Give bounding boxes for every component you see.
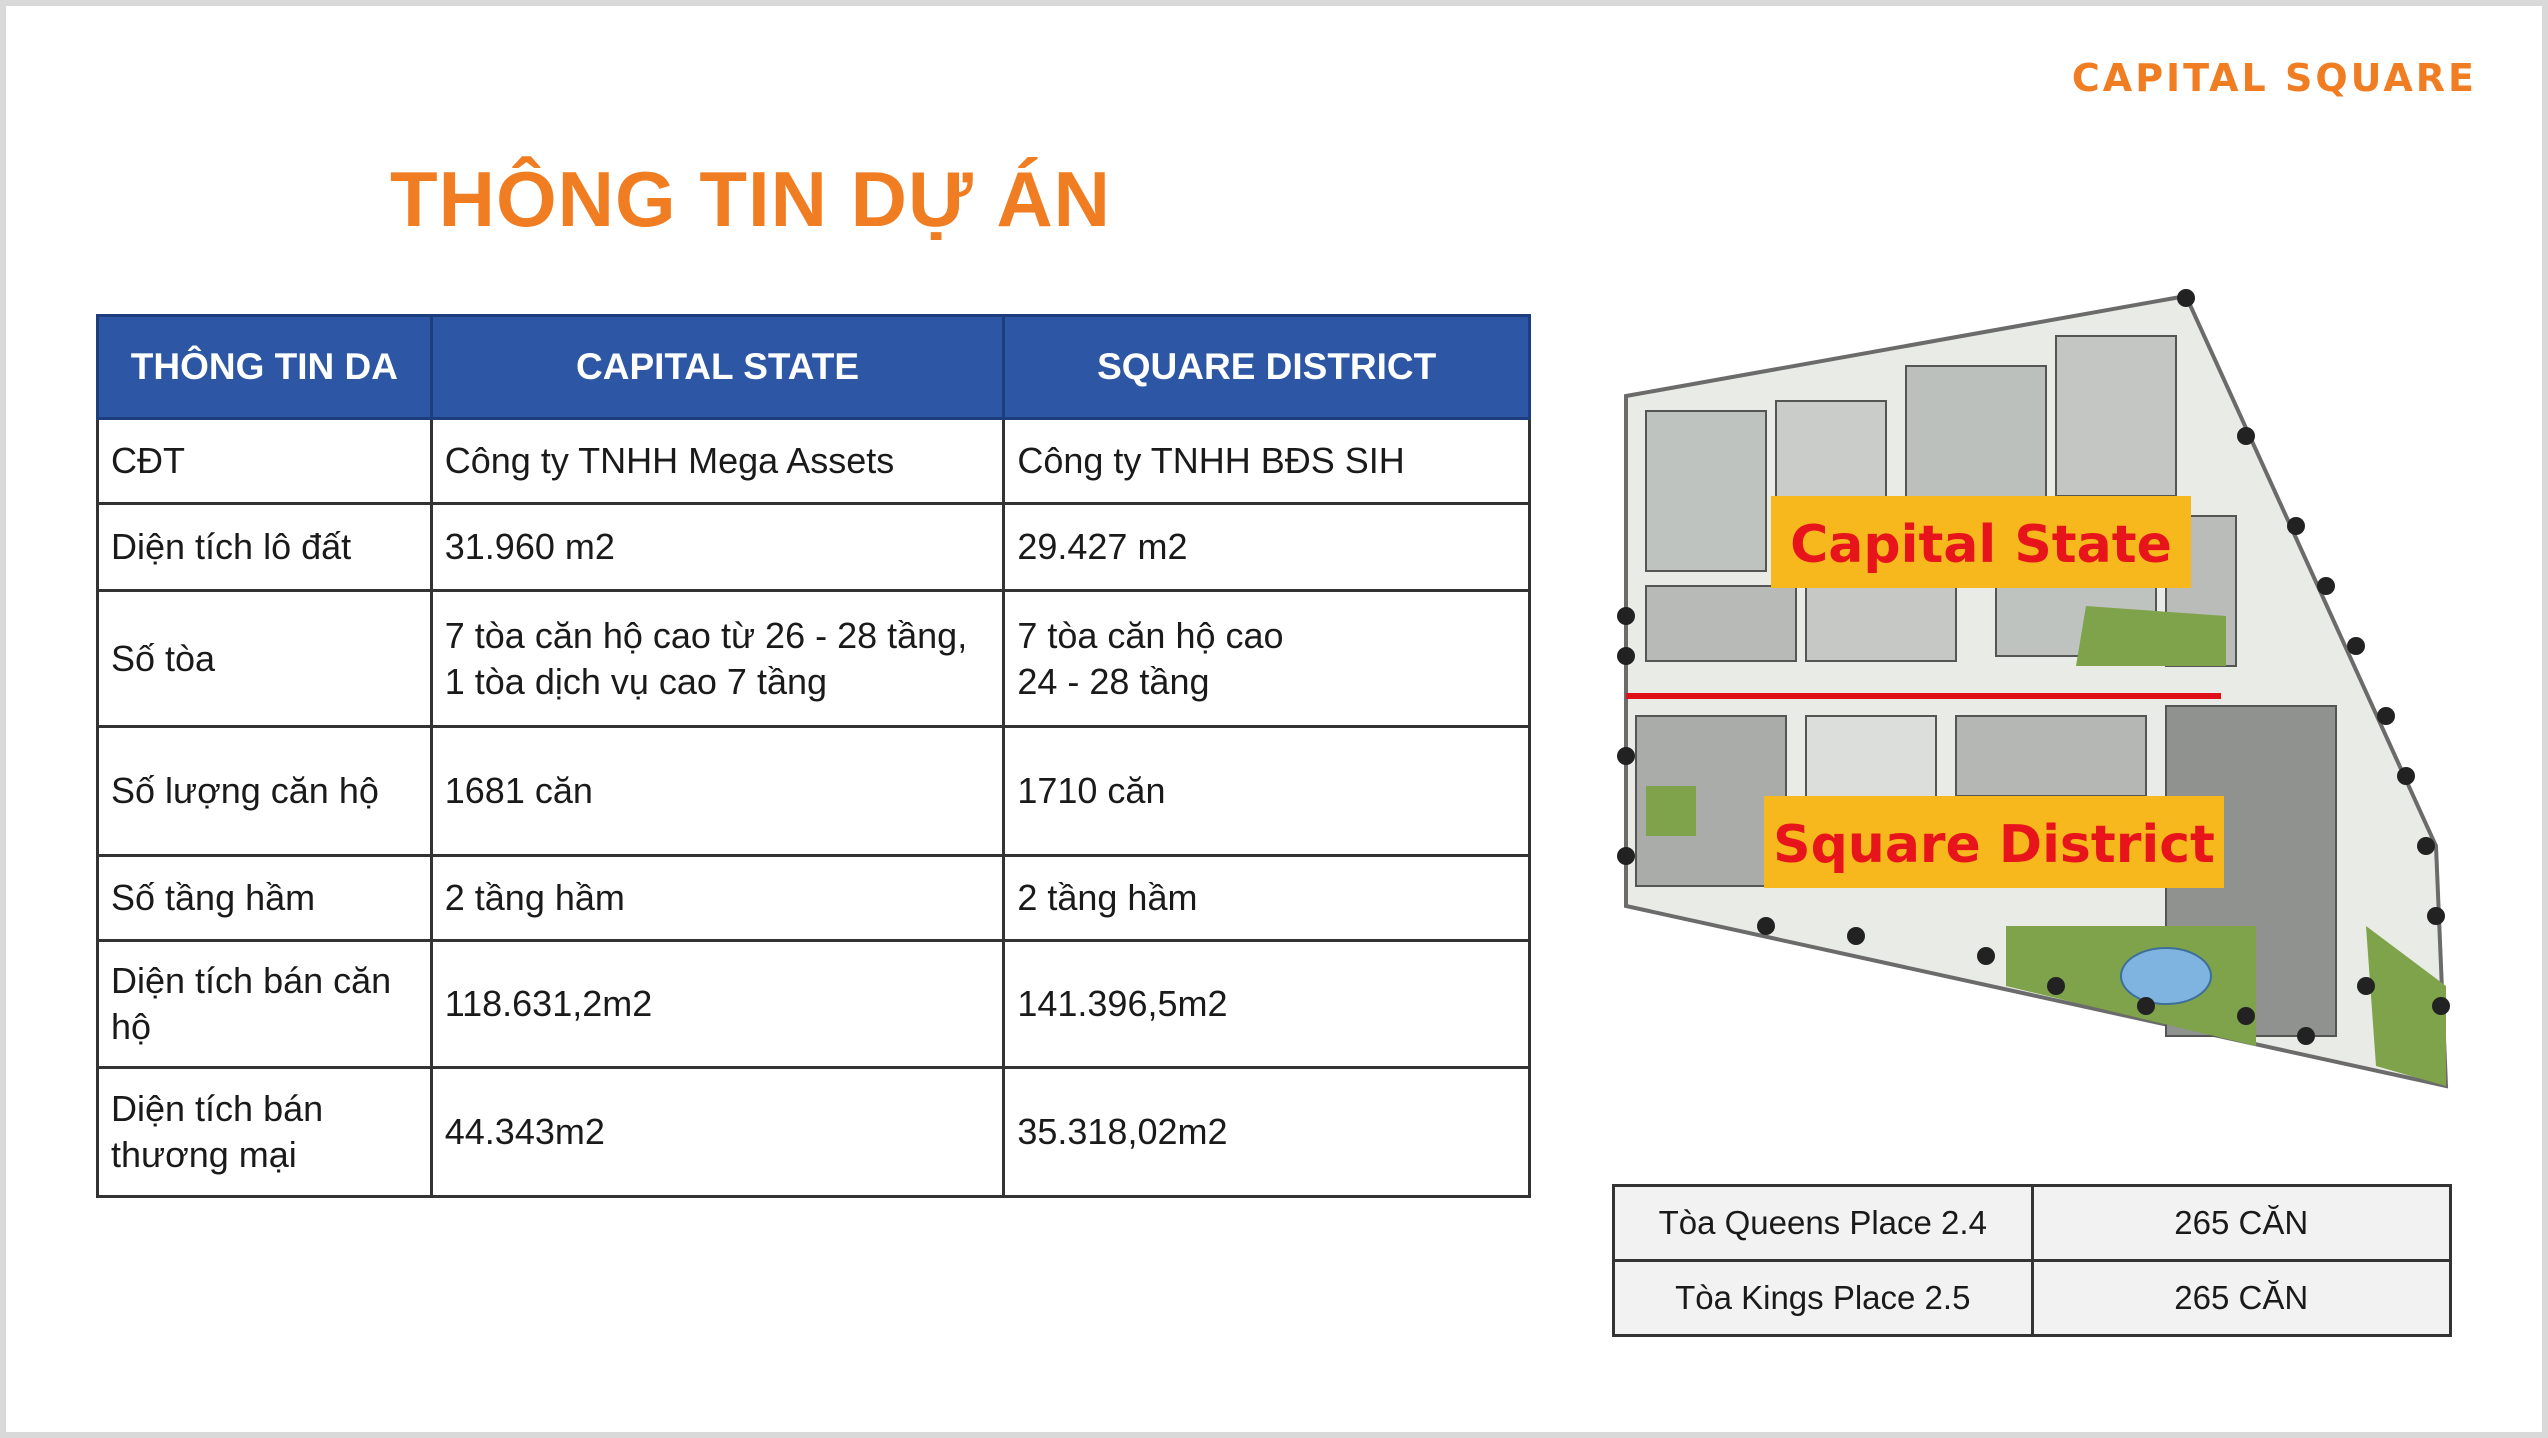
table-row [98, 504, 1530, 591]
square-value: 1710 căn [1004, 727, 1530, 856]
capital-value: 44.343m2 [431, 1068, 1004, 1197]
capital-state-label: Capital State [1790, 515, 2172, 575]
slide [6, 6, 2542, 1432]
row-label: Diện tích lô đất [98, 504, 432, 591]
capital-value-line: 7 tòa căn hộ cao từ 26 - 28 tầng, [444, 614, 968, 656]
capital-value: 2 tầng hầm [431, 856, 1004, 941]
row-label-line: Diện tích bán [111, 1088, 324, 1129]
capital-value: Công ty TNHH Mega Assets [431, 419, 1004, 504]
row-label-line: Diện tích bán căn [111, 960, 392, 1001]
square-value: Công ty TNHH BĐS SIH [1004, 419, 1530, 504]
row-label [98, 941, 432, 1068]
site-plan-map [1606, 286, 2486, 1116]
row-label: Số tầng hầm [98, 856, 432, 941]
square-district-label: Square District [1773, 815, 2215, 875]
unit-count: 265 CĂN [2032, 1186, 2451, 1261]
capital-value: 31.960 m2 [431, 504, 1004, 591]
unit-building-name: Tòa Queens Place 2.4 [1614, 1186, 2033, 1261]
project-info-table [96, 314, 1531, 1198]
square-value: 141.396,5m2 [1004, 941, 1530, 1068]
header-square-district: SQUARE DISTRICT [1004, 316, 1530, 419]
table-row [98, 727, 1530, 856]
row-label: Số tòa [98, 591, 432, 727]
capital-value [431, 591, 1004, 727]
page-title: THÔNG TIN DỰ ÁN [390, 155, 1111, 243]
square-value: 29.427 m2 [1004, 504, 1530, 591]
row-label-line: hộ [111, 1006, 152, 1047]
unit-building-name: Tòa Kings Place 2.5 [1614, 1261, 2033, 1336]
table-row [98, 591, 1530, 727]
square-value [1004, 591, 1530, 727]
square-value-line: 7 tòa căn hộ cao [1017, 614, 1284, 656]
square-value: 35.318,02m2 [1004, 1068, 1530, 1197]
row-label: CĐT [98, 419, 432, 504]
capital-value: 118.631,2m2 [431, 941, 1004, 1068]
row-label [98, 1068, 432, 1197]
table-row [98, 1068, 1530, 1197]
row-label: Số lượng căn hộ [98, 727, 432, 856]
brand-logo: CAPITAL SQUARE [2071, 56, 2477, 100]
row-label-line: thương mại [111, 1134, 297, 1175]
table-row [1614, 1186, 2451, 1261]
capital-value: 1681 căn [431, 727, 1004, 856]
unit-count: 265 CĂN [2032, 1261, 2451, 1336]
table-row [98, 941, 1530, 1068]
units-table [1612, 1184, 2452, 1337]
table-row [98, 419, 1530, 504]
table-row [98, 856, 1530, 941]
table-row [1614, 1261, 2451, 1336]
header-project-info: THÔNG TIN DA [98, 316, 432, 419]
square-value: 2 tầng hầm [1004, 856, 1530, 941]
table-header-row [98, 316, 1530, 419]
square-value-line: 24 - 28 tầng [1017, 660, 1210, 702]
header-capital-state: CAPITAL STATE [431, 316, 1004, 419]
capital-value-line: 1 tòa dịch vụ cao 7 tầng [444, 660, 828, 702]
